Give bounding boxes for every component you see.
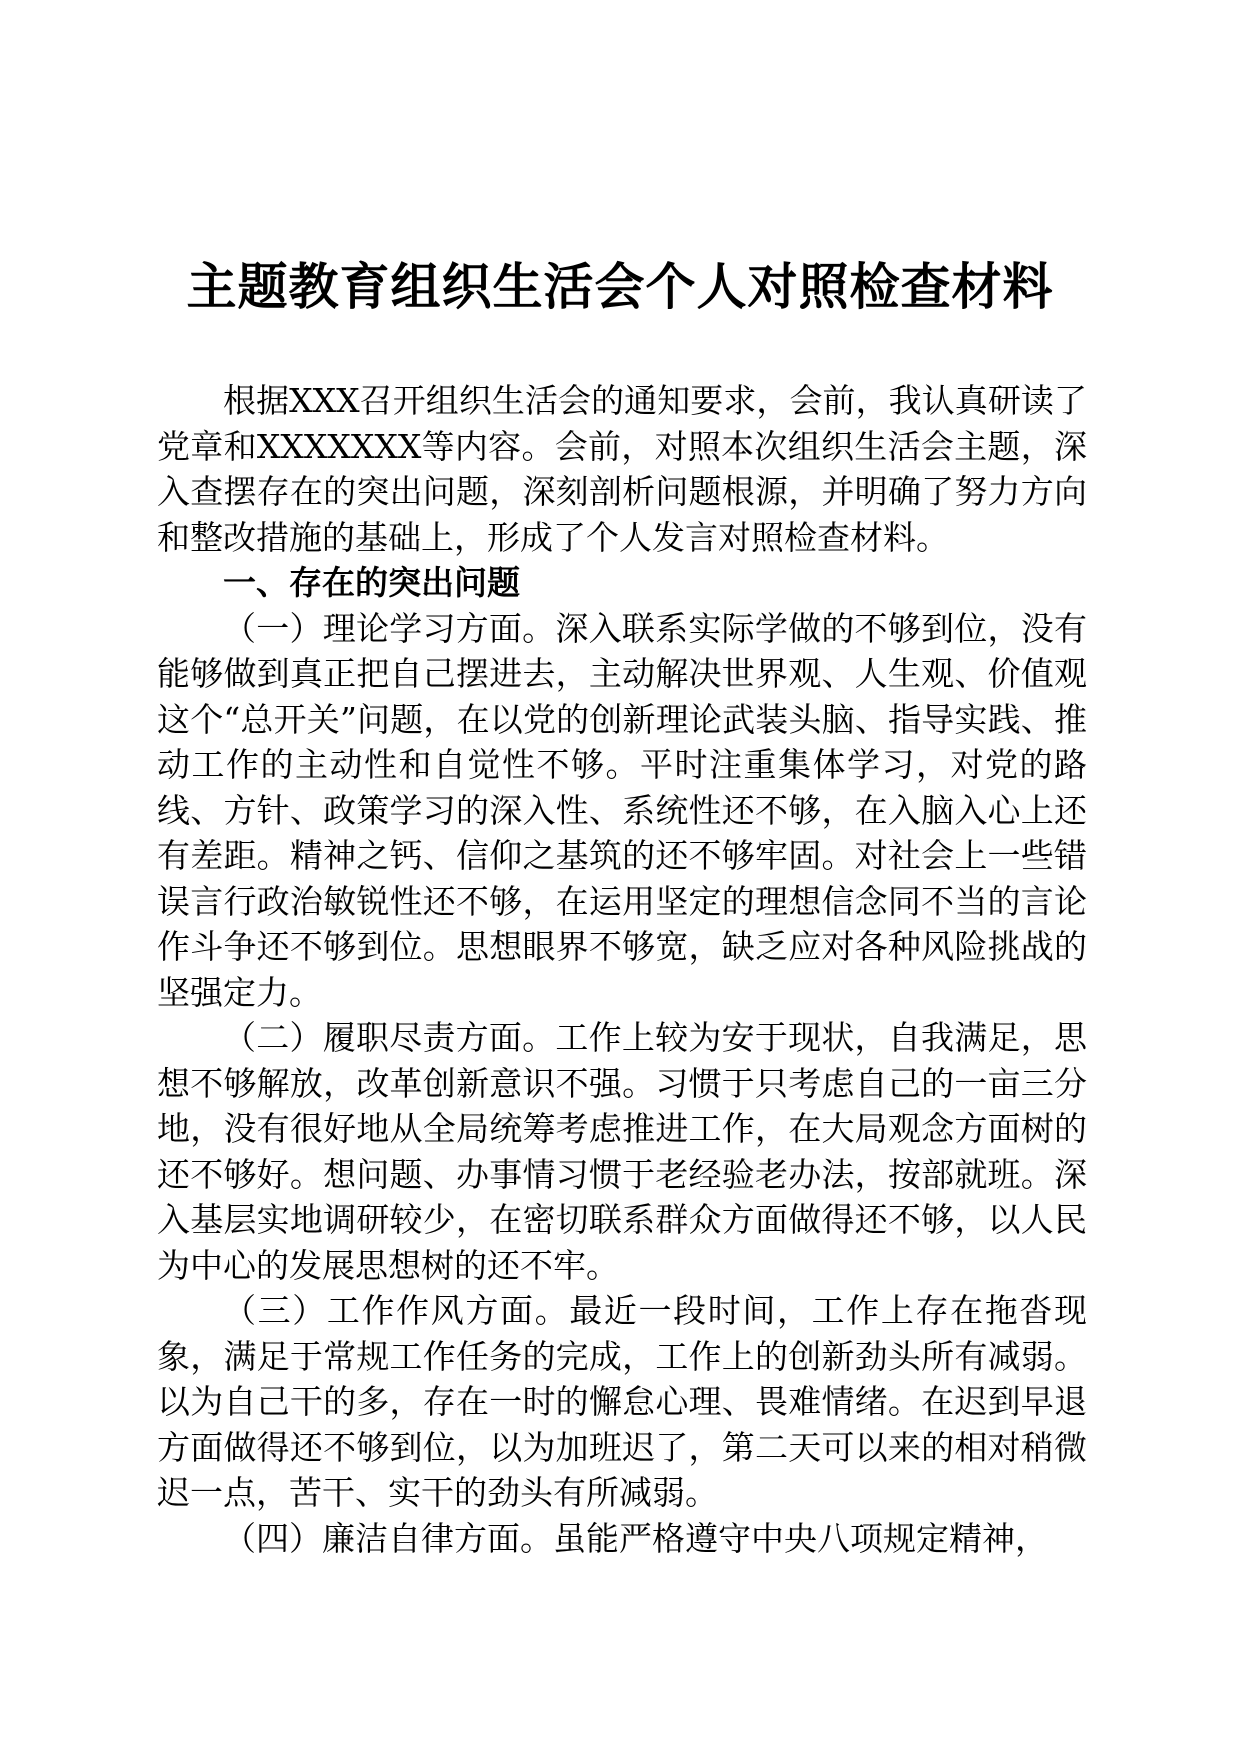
paragraph-theory-study: （一）理论学习方面。深入联系实际学做的不够到位，没有能够做到真正把自己摆进去，主动解决世界观、人生观、价值观这个“总开关”问题，在以党的创新理论武装头脑、指导实践、推动工作的主动性和自觉性不够。平时注重集体学习，对党的路线、方针、政策学习的深入性、系统性还不够，在入脑入心上还有差距。精神之钙、信仰之基筑的还不够牢固。对社会上一些错误言行政治敏锐性还不够，在运用坚定的理想信念同不当的言论作斗争还不够到位。思想眼界不够宽，缺乏应对各种风险挑战的坚强定力。 xyxy=(157,608,1087,1012)
document-body xyxy=(157,378,1087,1561)
paragraph-duty-performance: （二）履职尽责方面。工作上较为安于现状，自我满足，思想不够解放，改革创新意识不强。习惯于只考虑自己的一亩三分地，没有很好地从全局统筹考虑推进工作，在大局观念方面树的还不够好。想问题、办事情习惯于老经验老办法，按部就班。深入基层实地调研较少，在密切联系群众方面做得还不够，以人民为中心的发展思想树的还不牢。 xyxy=(157,1018,1087,1285)
section-heading-problems: 一、存在的突出问题 xyxy=(223,563,520,602)
paragraph-work-style: （三）工作作风方面。最近一段时间，工作上存在拖沓现象，满足于常规工作任务的完成，工作上的创新劲头所有减弱。以为自己干的多，存在一时的懈怠心理、畏难情绪。在迟到早退方面做得还不够到位，以为加班迟了，第二天可以来的相对稍微迟一点，苦干、实干的劲头有所减弱。 xyxy=(157,1291,1087,1512)
intro-paragraph: 根据XXX召开组织生活会的通知要求，会前，我认真研读了党章和XXXXXXX等内容。会前，对照本次组织生活会主题，深入查摆存在的突出问题，深刻剖析问题根源，并明确了努力方向和整改措施的基础上，形成了个人发言对照检查材料。 xyxy=(157,381,1087,557)
document-title: 主题教育组织生活会个人对照检查材料 xyxy=(186,257,1054,316)
paragraph-integrity: （四）廉洁自律方面。虽能严格遵守中央八项规定精神， xyxy=(223,1518,1048,1558)
